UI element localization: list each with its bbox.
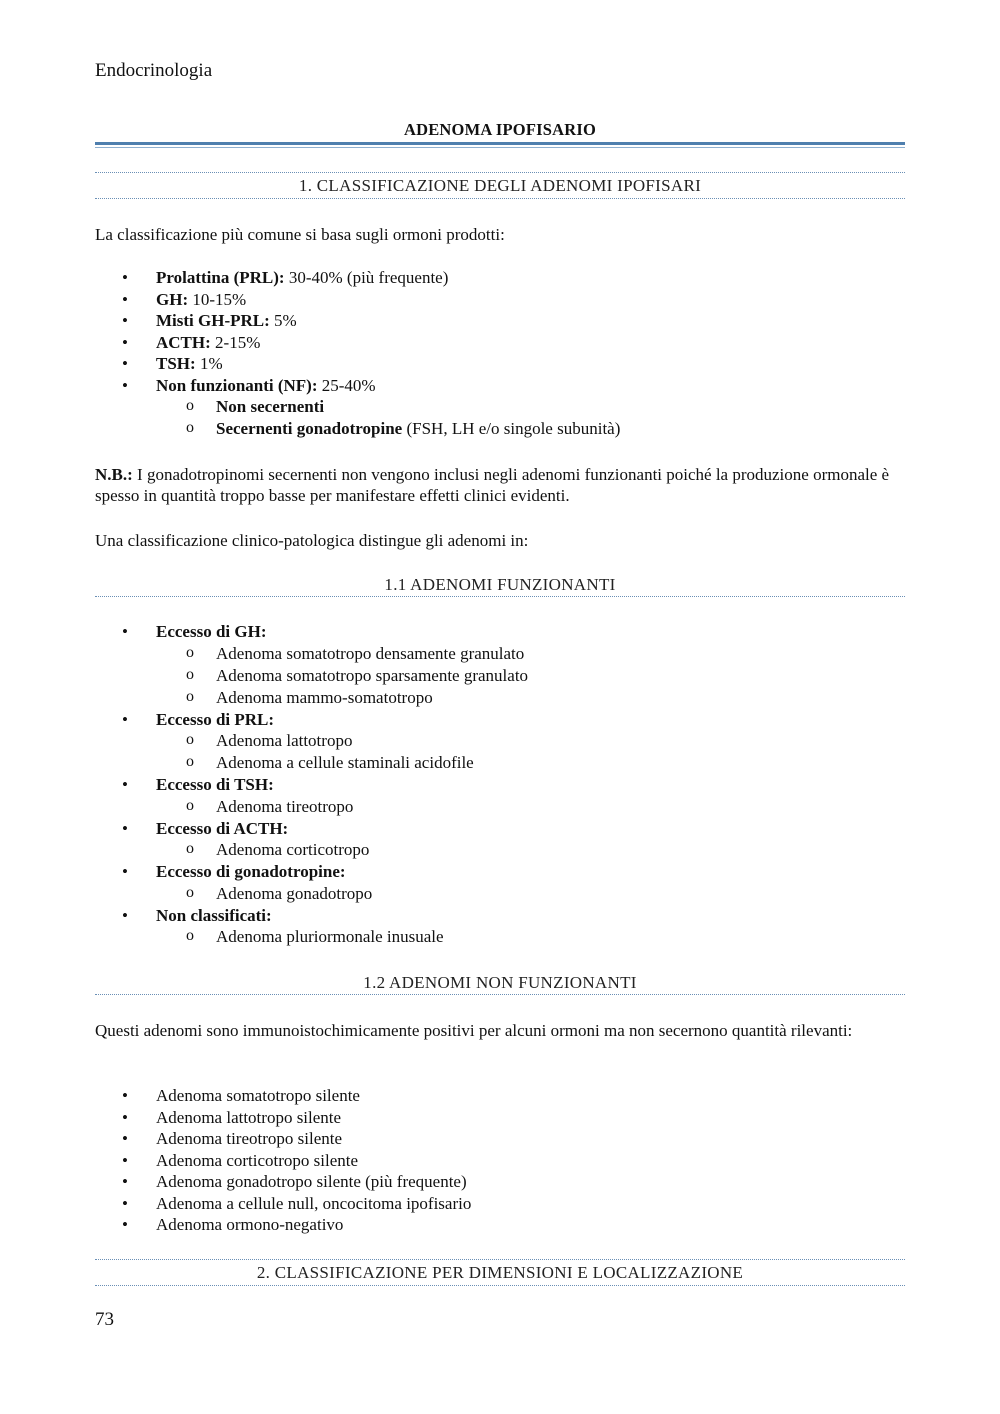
list-item: • GH: 10-15% — [95, 289, 620, 311]
list-item: • TSH: 1% — [95, 353, 620, 375]
list-item: • Adenoma corticotropo silente — [95, 1150, 471, 1172]
list-item: • Eccesso di PRL: o Adenoma lattotropo o Adenoma a cellule staminali acidofile — [95, 709, 528, 775]
list-item: • Adenoma a cellule null, oncocitoma ipofisario — [95, 1193, 471, 1215]
list-item: • Eccesso di gonadotropine: o Adenoma gonadotropo — [95, 861, 528, 905]
sub-list-item: o Secernenti gonadotropine (FSH, LH e/o singole subunità) — [156, 418, 620, 440]
page-number: 73 — [95, 1309, 114, 1330]
sub-list — [156, 796, 528, 818]
sub-list-item: o Adenoma corticotropo — [156, 839, 528, 861]
hormone-list — [95, 267, 620, 440]
section-1-intro: La classificazione più comune si basa sugli ormoni prodotti: — [95, 225, 505, 244]
section-heading-2: 2. CLASSIFICAZIONE PER DIMENSIONI E LOCALIZZAZIONE — [95, 1259, 905, 1286]
list-item: • Eccesso di GH: o Adenoma somatotropo densamente granulato o Adenoma somatotropo sparsamente granulato o Adenoma mammo-somatotropo — [95, 621, 528, 709]
list-item: • Adenoma tireotropo silente — [95, 1128, 471, 1150]
sub-list-item: o Adenoma pluriormonale inusuale — [156, 926, 528, 948]
list-item: • Adenoma ormono-negativo — [95, 1214, 471, 1236]
clinical-intro: Una classificazione clinico-patologica distingue gli adenomi in: — [95, 531, 529, 550]
sub-list — [156, 926, 528, 948]
list-item: • Non funzionanti (NF): 25-40% o Non secernenti o Secernenti gonadotropine (FSH, LH e/o singole subunità) — [95, 375, 620, 441]
sub-list — [156, 839, 528, 861]
running-header: Endocrinologia — [95, 60, 213, 81]
sub-list — [156, 396, 620, 440]
nb-note: N.B.: I gonadotropinomi secernenti non vengono inclusi negli adenomi funzionanti poiché la produzione ormonale è spesso in quantità troppo basse per manifestare effetti clinici evidenti. — [95, 465, 890, 505]
sub-list-item: o Adenoma gonadotropo — [156, 883, 528, 905]
non-functional-adenoma-list — [95, 1085, 471, 1236]
document-title: ADENOMA IPOFISARIO — [404, 120, 596, 139]
list-item: • ACTH: 2-15% — [95, 332, 620, 354]
sub-list-item: o Adenoma mammo-somatotropo — [156, 687, 528, 709]
sub-list — [156, 643, 528, 709]
list-item: • Adenoma lattotropo silente — [95, 1107, 471, 1129]
list-item: • Eccesso di TSH: o Adenoma tireotropo — [95, 774, 528, 818]
section-heading-1-1: 1.1 ADENOMI FUNZIONANTI — [95, 573, 905, 597]
section-1-2-intro: Questi adenomi sono immunoistochimicamente positivi per alcuni ormoni ma non secernono quantità rilevanti: — [95, 1021, 853, 1040]
list-item: • Misti GH-PRL: 5% — [95, 310, 620, 332]
list-item: • Eccesso di ACTH: o Adenoma corticotropo — [95, 818, 528, 862]
sub-list-item: o Adenoma somatotropo densamente granulato — [156, 643, 528, 665]
sub-list-item: o Adenoma a cellule staminali acidofile — [156, 752, 528, 774]
sub-list — [156, 730, 528, 774]
section-heading-1-2: 1.2 ADENOMI NON FUNZIONANTI — [95, 971, 905, 995]
list-item: • Adenoma somatotropo silente — [95, 1085, 471, 1107]
list-item: • Prolattina (PRL): 30-40% (più frequente) — [95, 267, 620, 289]
list-item: • Adenoma gonadotropo silente (più frequente) — [95, 1171, 471, 1193]
sub-list-item: o Adenoma somatotropo sparsamente granulato — [156, 665, 528, 687]
section-heading-1: 1. CLASSIFICAZIONE DEGLI ADENOMI IPOFISARI — [95, 172, 905, 199]
sub-list-item: o Adenoma tireotropo — [156, 796, 528, 818]
list-item: • Non classificati: o Adenoma pluriormonale inusuale — [95, 905, 528, 949]
functional-adenoma-list — [95, 621, 528, 948]
sub-list-item: o Adenoma lattotropo — [156, 730, 528, 752]
title-rule — [95, 142, 905, 151]
sub-list-item: o Non secernenti — [156, 396, 620, 418]
sub-list — [156, 883, 528, 905]
